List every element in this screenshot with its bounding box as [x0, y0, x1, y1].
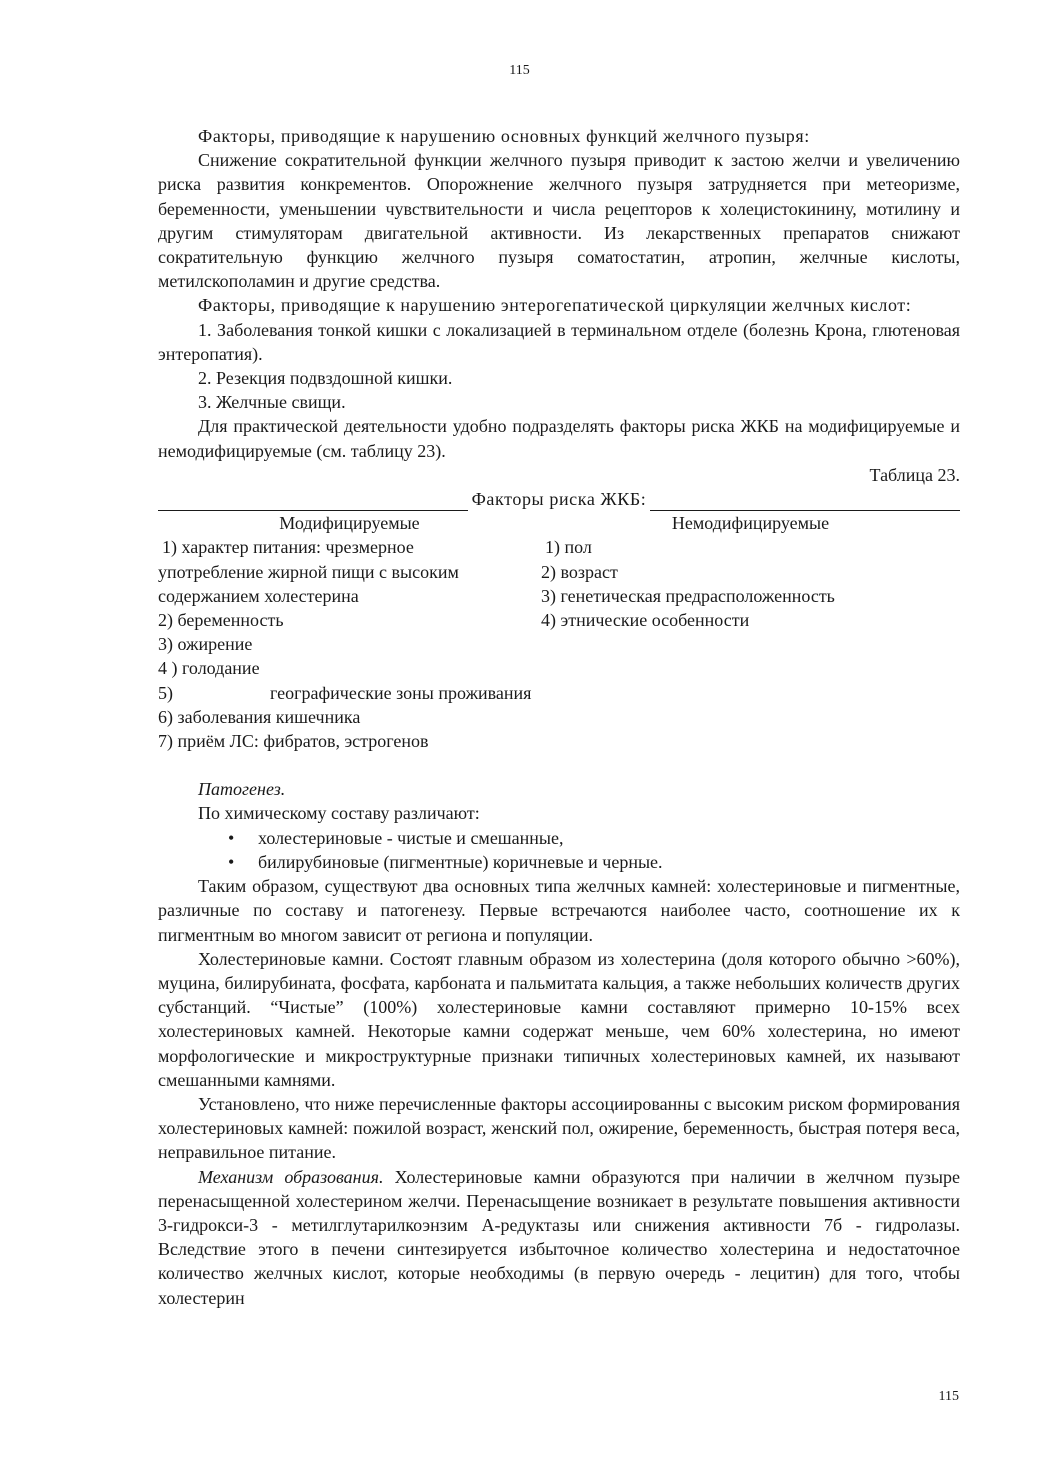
list-item: 1. Заболевания тонкой кишки с локализацией в терминальном отделе (болезнь Крона, глютеновая энтеропатия). — [158, 319, 960, 364]
table-cell-row-5 — [158, 681, 541, 705]
bullet-text: холестериновые - чистые и смешанные, — [258, 827, 564, 848]
page-number-top: 115 — [509, 63, 530, 78]
table-cell: 7) приём ЛС: фибратов, эстрогенов — [158, 731, 429, 752]
list-item — [158, 850, 960, 874]
pathogenesis-heading: Патогенез. — [198, 779, 286, 800]
table-cell: 1) характер питания: чрезмерное — [162, 537, 414, 558]
table-cell: географические зоны проживания — [270, 682, 532, 703]
paragraph-enterohepatic-heading: Факторы, приводящие к нарушению энтерогепатической циркуляции желчных кислот: — [198, 295, 912, 316]
table-title: Факторы риска ЖКБ: — [471, 489, 647, 510]
bullet-icon: • — [228, 851, 235, 872]
list-item: 2. Резекция подвздошной кишки. — [198, 368, 453, 389]
modifiable-header: Модифицируемые — [279, 513, 420, 534]
table-cell: 3) ожирение — [158, 634, 253, 655]
paragraph-formation-mechanism — [158, 1165, 960, 1310]
spacer — [158, 753, 960, 777]
nonmodifiable-header: Немодифицируемые — [671, 513, 830, 534]
bullet-text: билирубиновые (пигментные) коричневые и черные. — [258, 851, 663, 872]
modifiable-column — [158, 511, 541, 753]
paragraph-gallbladder-factors-heading: Факторы, приводящие к нарушению основных функций желчного пузыря: — [198, 126, 810, 146]
table-cell: 1) пол — [545, 537, 592, 558]
formation-mechanism-text: Холестериновые камни образуются при наличии в желчном пузыре перенасыщенной холестерином желчи. Перенасыщение возникает в результате повышения активности 3-гидрокси-3 - метилглутарилкоэнзим А-редуктазы или снижения активности 7б - гидролазы. Вследствие этого в печени синтезируется избыточное количество холестерина и недостаточное количество желчных кислот, которые необходимы (в первую очередь - лецитин) для того, чтобы холестерин — [158, 1166, 960, 1308]
table-cell: 2) беременность — [158, 610, 284, 631]
nonmodifiable-column — [541, 511, 960, 753]
page-number-bottom: 115 — [938, 1389, 959, 1404]
table-title-rule-right — [650, 494, 960, 511]
table-cell: 2) возраст — [541, 561, 618, 582]
list-item: 3. Желчные свищи. — [198, 392, 346, 413]
bullet-icon: • — [228, 827, 235, 848]
table-cell: 3) генетическая предрасположенность — [541, 585, 835, 606]
formation-mechanism-label: Механизм образования. — [198, 1166, 384, 1187]
document-body — [158, 124, 960, 1310]
table-cell: 4) этнические особенности — [541, 610, 750, 631]
table-cell-number: 5) — [158, 682, 173, 703]
table-cell: 6) заболевания кишечника — [158, 706, 361, 727]
list-item — [158, 826, 960, 850]
paragraph-contractile-function: Снижение сократительной функции желчного пузыря приводит к застою желчи и увеличению риска развития конкрементов. Опорожнение желчного пузыря затрудняется при метеоризме, беременности, уменьшении чувствительности и числа рецепторов к холецистокинину, мотилину и другим стимуляторам двигательной активности. Из лекарственных препаратов снижают сократительную функцию желчного пузыря соматостатин, атропин, желчные кислоты, метилскополамин и другие средства. — [158, 150, 960, 292]
table-title-rule-left — [158, 494, 468, 511]
table-cell: 4 ) голодание — [158, 658, 260, 679]
table-title-row — [158, 487, 960, 511]
pathogenesis-intro: По химическому составу различают: — [198, 803, 480, 824]
paragraph-practical-classification: Для практической деятельности удобно подразделять факторы риска ЖКБ на модифицируемые и немодифицируемые (см. таблицу 23). — [158, 416, 960, 461]
table-cell: употребление жирной пищи с высоким — [158, 561, 459, 582]
paragraph-risk-association: Установлено, что ниже перечисленные факторы ассоциированны с высоким риском формирования холестериновых камней: пожилой возраст, женский пол, ожирение, беременность, быстрая потеря веса, неправильное питание. — [158, 1093, 960, 1163]
table-label: Таблица 23. — [869, 464, 960, 485]
paragraph-stone-types: Таким образом, существуют два основных типа желчных камней: холестериновые и пигментные, различные по составу и патогенезу. Первые встречаются наиболее часто, соотношение их к пигментным во многом зависит от региона и популяции. — [158, 876, 960, 945]
risk-factors-table — [158, 511, 960, 753]
table-cell: содержанием холестерина — [158, 585, 359, 606]
paragraph-cholesterol-stones: Холестериновые камни. Состоят главным образом из холестерина (доля которого обычно >60%), муцина, билирубината, фосфата, карбоната и пальмитата кальция, а также небольших количеств других субстанций. “Чистые” (100%) холестериновые камни составляют примерно 10-15% всех холестериновых камней. Некоторые камни содержат меньше, чем 60% холестерина, но имеют морфологические и микроструктурные признаки типичных холестериновых камней, их называют смешанными камнями. — [158, 948, 960, 1090]
